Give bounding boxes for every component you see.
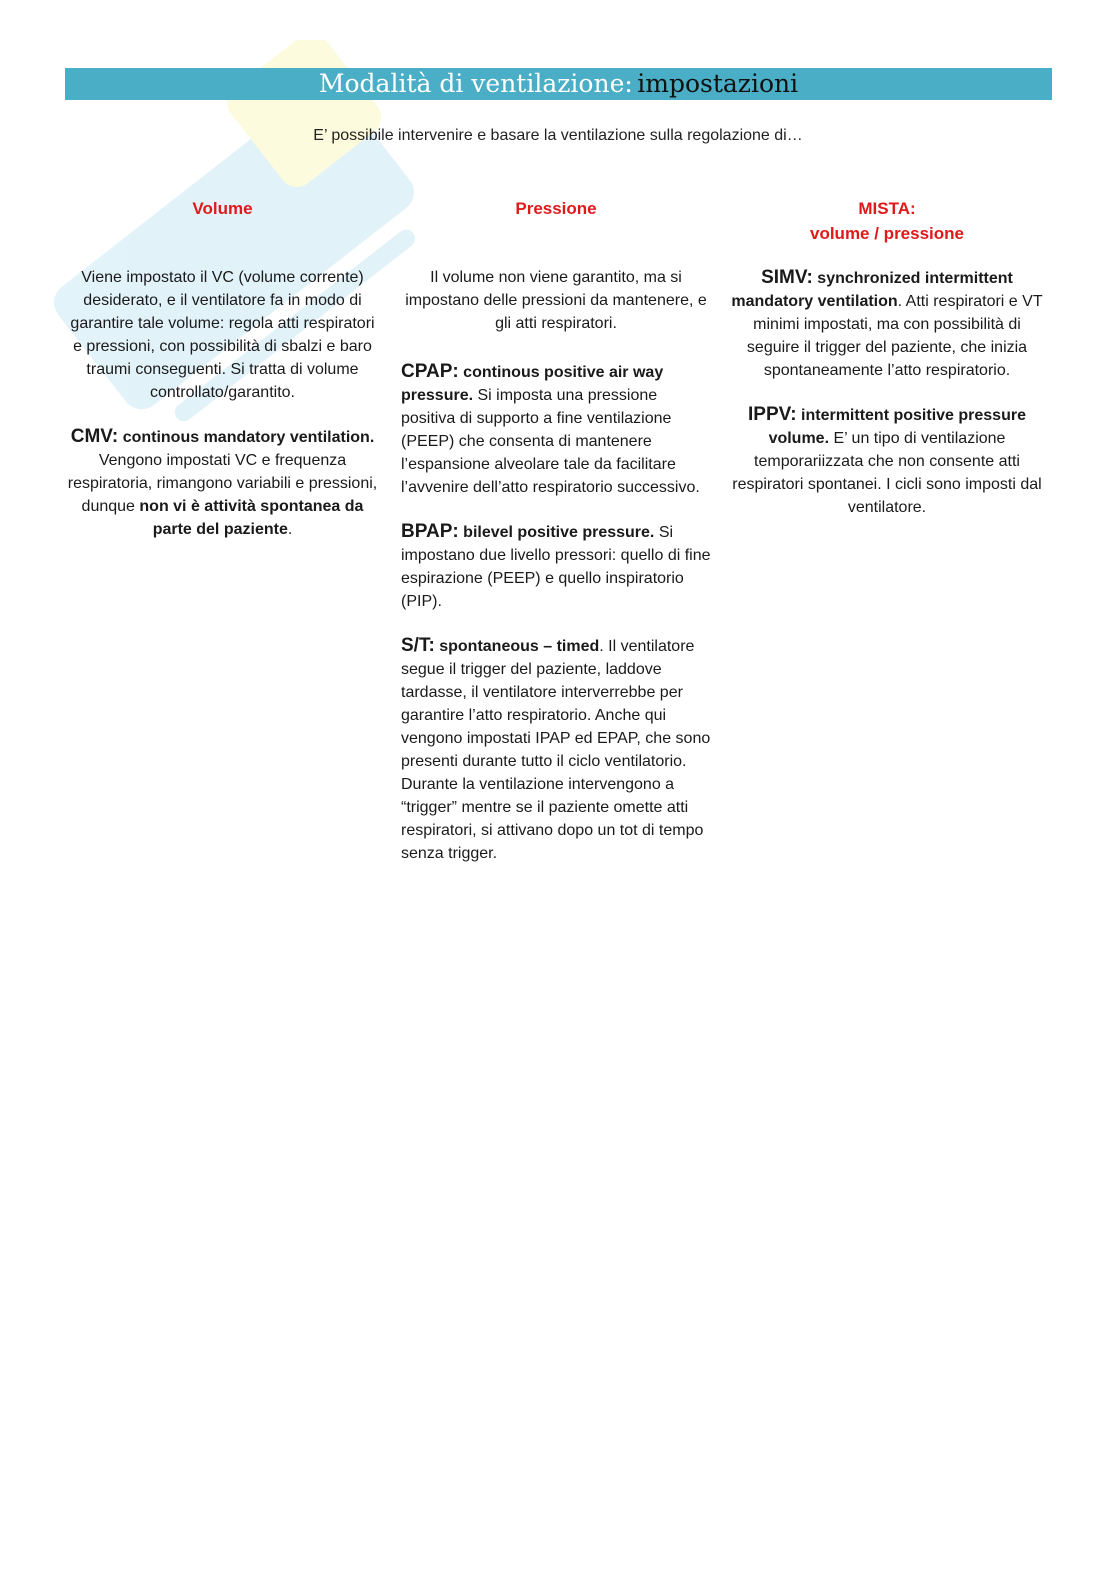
heading-pressione: Pressione: [515, 199, 597, 218]
cpap-paragraph: [401, 360, 711, 499]
pressione-description: Il volume non viene garantito, ma si impostano delle pressioni da mantenere, e gli atti respiratori.: [405, 269, 707, 332]
st-text: . Il ventilatore segue il trigger del paziente, laddove tardasse, il ventilatore interverrebbe per garantire l’atto respiratorio. Anche qui vengono impostati IPAP ed EPAP, che sono presenti durante tutto il ciclo ventilatorio. Durante la ventilazione intervengono a “trigger” mentre se il paziente omette atti respiratori, si attivano dopo un tot di tempo senza trigger.: [401, 638, 711, 862]
st-full-name: spontaneous – timed: [439, 638, 600, 655]
simv-paragraph: [728, 266, 1046, 382]
ippv-text: E’ un tipo di ventilazione temporariizzata che non consente atti respiratori spontanei. I cicli sono imposti dal ventilatore.: [732, 430, 1042, 516]
cpap-full-name: continous positive air way pressure.: [401, 364, 664, 404]
cpap-abbr: CPAP:: [401, 361, 459, 382]
ippv-paragraph: [728, 403, 1046, 519]
column-volume: [65, 196, 380, 562]
st-abbr: S/T:: [401, 635, 435, 656]
cmv-text: Vengono impostati VC e frequenza respiratoria, rimangono variabili e pressioni, dunque: [67, 452, 378, 515]
heading-volume: Volume: [192, 199, 253, 218]
volume-description: Viene impostato il VC (volume corrente) desiderato, e il ventilatore fa in modo di garantire tale volume: regola atti respiratori e pressioni, con possibilità di sbalzi e baro traumi conseguenti. Si tratta di volume controllato/garantito.: [70, 269, 375, 401]
cpap-text: Si imposta una pressione positiva di supporto a fine ventilazione (PEEP) che consenta di mantenere l’espansione alveolare tale da facilitare l’avvenire dell’atto respiratorio successivo.: [401, 387, 700, 496]
cmv-full-name: continous mandatory ventilation.: [122, 429, 375, 446]
simv-abbr: SIMV:: [761, 267, 813, 288]
bpap-abbr: BPAP:: [401, 521, 459, 542]
heading-mista: [728, 196, 1046, 256]
intro-text: E’ possibile intervenire e basare la ventilazione sulla regolazione di…: [313, 127, 803, 144]
cmv-emphasis: non vi è attività spontanea da parte del paziente: [139, 498, 364, 538]
bpap-paragraph: [401, 520, 711, 613]
title-part-1: Modalità di ventilazione:: [318, 69, 633, 98]
ippv-full-name: intermittent positive pressure volume.: [768, 407, 1026, 447]
bpap-text: Si impostano due livello pressori: quello di fine espirazione (PEEP) e quello inspiratorio (PIP).: [401, 524, 711, 610]
heading-mista-line2: volume / pressione: [810, 224, 964, 243]
bpap-full-name: bilevel positive pressure.: [463, 524, 655, 541]
title-part-2: impostazioni: [637, 69, 799, 98]
cmv-paragraph: [65, 425, 380, 541]
cmv-end: .: [287, 521, 293, 538]
st-paragraph: [401, 634, 711, 865]
simv-text: . Atti respiratori e VT minimi impostati, ma con possibilità di seguire il trigger del paziente, che inizia spontaneamente l’atto respiratorio.: [746, 293, 1043, 379]
column-mista: [728, 196, 1046, 540]
ippv-abbr: IPPV:: [748, 404, 797, 425]
heading-mista-line1: MISTA:: [858, 199, 916, 218]
cmv-abbr: CMV:: [70, 426, 119, 447]
page-title: [65, 68, 1052, 100]
simv-full-name: synchronized intermittent mandatory ventilation: [731, 270, 1013, 310]
column-pressione: [401, 196, 711, 886]
